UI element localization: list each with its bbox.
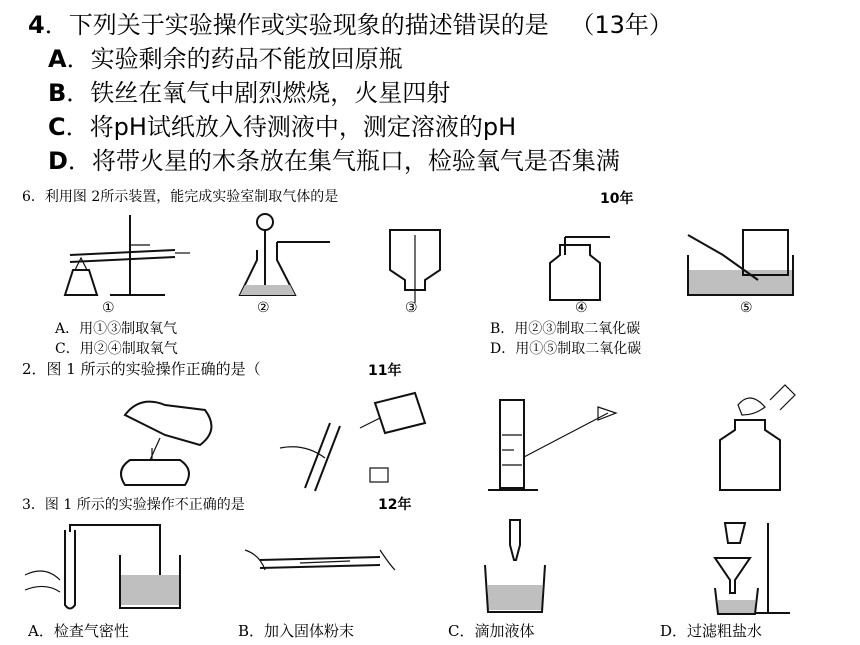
- apparatus-3-inverted-bottle: [385, 225, 445, 305]
- apparatus-4-bottle-tube: [545, 225, 615, 305]
- q3-year: 12年: [378, 497, 412, 513]
- q6-option-b: B．用②③制取二氧化碳: [490, 321, 641, 337]
- apparatus-label-2: ②: [257, 300, 270, 316]
- q2-year: 11年: [368, 363, 402, 379]
- q2-stem: 2．图 1 所示的实验操作正确的是（: [22, 360, 261, 378]
- apparatus-1-heating-tube: [55, 210, 195, 305]
- q4-option-c: [28, 110, 848, 144]
- q4-stem-text: ．下列关于实验操作或实验现象的描述错误的是: [44, 11, 549, 39]
- q3-caption-b: B．加入固体粉末: [238, 622, 355, 640]
- q4-number: 4: [28, 11, 45, 39]
- q4-option-c-letter: C: [48, 113, 66, 141]
- figure-gas-bottle: [710, 385, 810, 495]
- q4-option-d-letter: D: [48, 147, 68, 175]
- apparatus-2-flask-funnel: [235, 210, 335, 305]
- q6-option-d: D．用①⑤制取二氧化碳: [490, 341, 642, 357]
- figure-graduated-cylinder: [488, 395, 628, 495]
- q4-option-a: [28, 42, 848, 76]
- q6-year: 10年: [600, 191, 634, 207]
- figure-check-airtightness: [20, 520, 190, 615]
- figure-filtering: [700, 518, 800, 618]
- q4-option-a-text: ．实验剩余的药品不能放回原瓶: [66, 45, 403, 73]
- apparatus-label-5: ⑤: [740, 300, 753, 316]
- apparatus-label-3: ③: [405, 300, 418, 316]
- q4-option-d-text: ．将带火星的木条放在集气瓶口，检验氧气是否集满: [67, 147, 620, 175]
- q3-caption-d: D．过滤粗盐水: [660, 622, 763, 640]
- q4-option-b-text: ．铁丝在氧气中剧烈燃烧，火星四射: [66, 79, 451, 107]
- apparatus-label-1: ①: [102, 300, 115, 316]
- q3-stem: 3．图 1 所示的实验操作不正确的是: [22, 497, 245, 513]
- question-4: [28, 8, 848, 178]
- q4-option-b: [28, 76, 848, 110]
- figure-add-powder: [240, 535, 400, 595]
- q6-option-a: A．用①③制取氧气: [55, 321, 178, 337]
- figure-drop-liquid: [480, 520, 560, 615]
- q4-option-b-letter: B: [48, 79, 67, 107]
- q6-option-c: C．用②④制取氧气: [55, 341, 178, 357]
- q4-option-a-letter: A: [48, 45, 67, 73]
- q3-caption-a: A．检查气密性: [28, 622, 129, 640]
- q4-year: （13年）: [570, 11, 673, 39]
- q4-option-c-text: ．将pH试纸放入待测液中，测定溶液的pH: [65, 113, 517, 141]
- figure-pouring-liquid: [275, 388, 435, 498]
- apparatus-label-4: ④: [575, 300, 588, 316]
- q4-option-d: [28, 144, 848, 178]
- figure-lighting-alcohol-lamp: [110, 390, 220, 495]
- apparatus-5-water-trough: [683, 225, 803, 305]
- q4-stem: [28, 8, 848, 42]
- q3-caption-c: C．滴加液体: [448, 622, 535, 640]
- q6-stem: 6．利用图 2所示装置，能完成实验室制取气体的是: [22, 189, 339, 205]
